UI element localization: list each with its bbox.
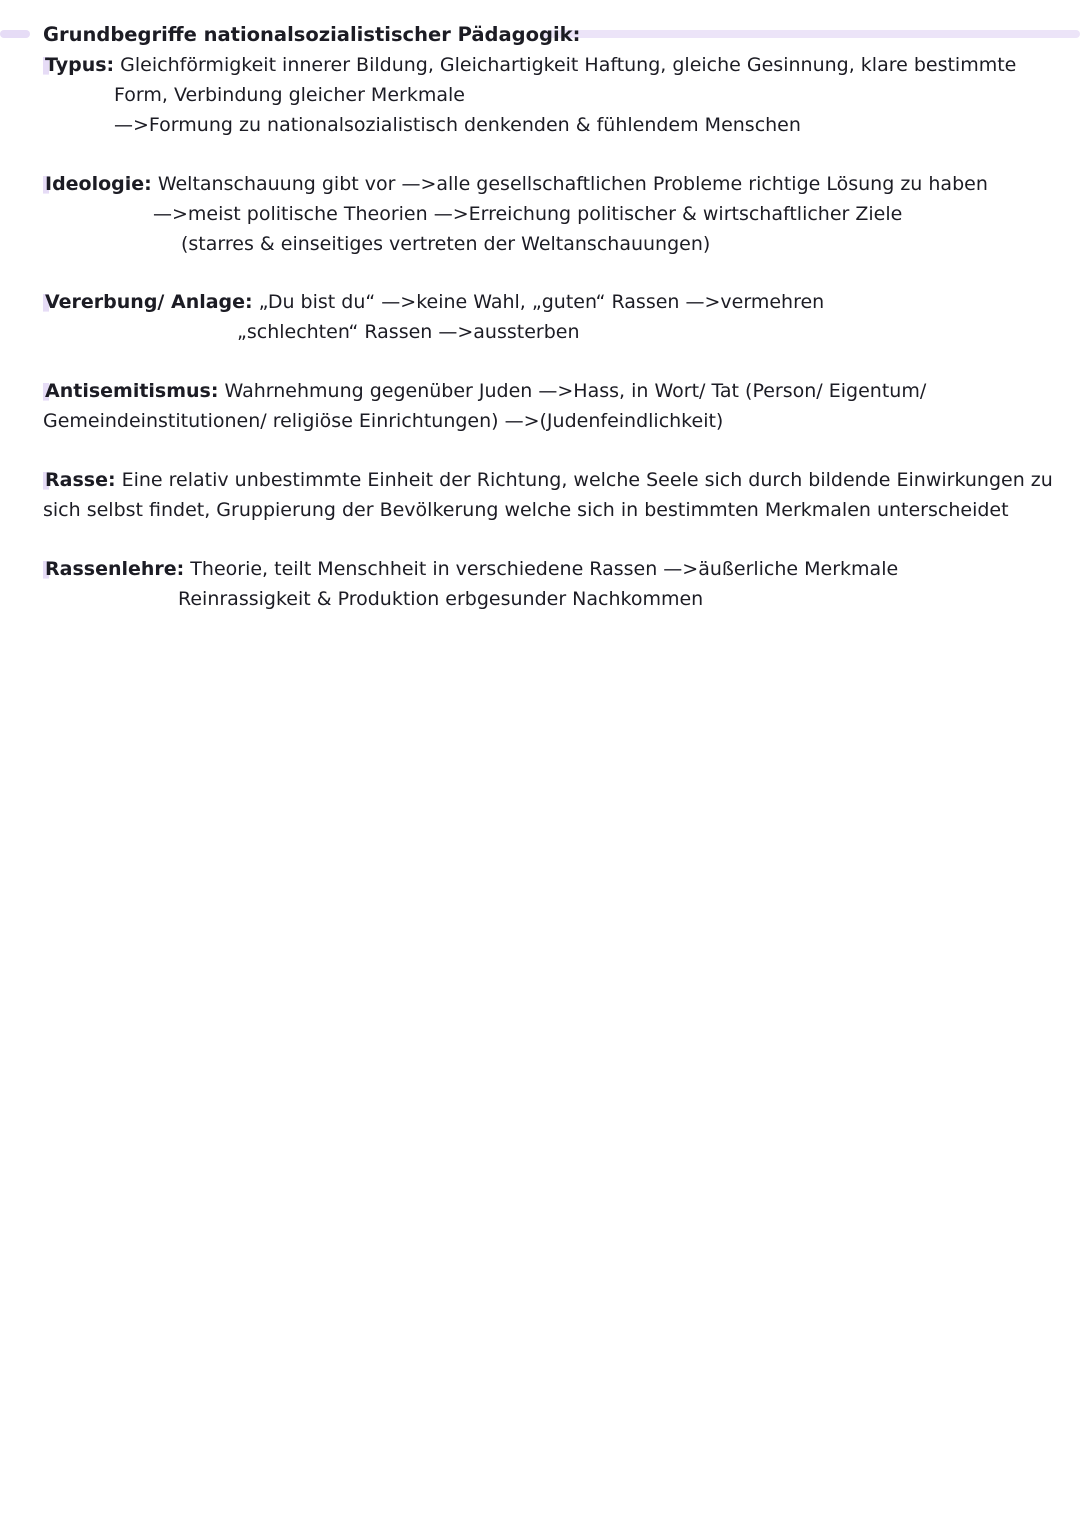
vererbung-line-2: „schlechten“ Rassen —>aussterben xyxy=(237,321,580,343)
highlight-stroke-right xyxy=(540,30,1080,38)
vererbung-line-1: „Du bist du“ —>keine Wahl, „guten“ Rassen —>vermehren xyxy=(252,291,825,313)
antisemitismus-term: Antisemitismus: xyxy=(45,380,219,402)
typus-line-1: Gleichförmigkeit innerer Bildung, Gleichartigkeit Haftung, gleiche Gesinnung, klare bestimmte xyxy=(114,54,1017,76)
typus-line-2: Form, Verbindung gleicher Merkmale xyxy=(114,84,465,106)
typus-line-3: —>Formung zu nationalsozialistisch denkenden & fühlendem Menschen xyxy=(114,114,801,136)
rassenlehre-term: Rassenlehre: xyxy=(45,558,185,580)
rasse-term: Rasse: xyxy=(45,469,116,491)
ideologie-line-1: Weltanschauung gibt vor —>alle gesellschaftlichen Probleme richtige Lösung zu haben xyxy=(151,173,988,195)
rassenlehre-entry xyxy=(43,557,898,581)
typus-term: Typus: xyxy=(45,54,115,76)
highlight-stroke-left xyxy=(0,30,30,38)
ideologie-entry xyxy=(43,172,988,196)
rasse-line-1: Eine relativ unbestimmte Einheit der Richtung, welche Seele sich durch bildende Einwirkungen zu xyxy=(115,469,1053,491)
ideologie-line-3: (starres & einseitiges vertreten der Weltanschauungen) xyxy=(181,233,711,255)
rasse-entry xyxy=(43,468,1053,492)
rassenlehre-line-2: Reinrassigkeit & Produktion erbgesunder Nachkommen xyxy=(178,588,704,610)
ideologie-line-2: —>meist politische Theorien —>Erreichung politischer & wirtschaftlicher Ziele xyxy=(153,203,903,225)
vererbung-term: Vererbung/ Anlage: xyxy=(45,291,253,313)
antisemitismus-line-1: Wahrnehmung gegenüber Juden —>Hass, in Wort/ Tat (Person/ Eigentum/ xyxy=(218,380,927,402)
vererbung-entry xyxy=(43,290,824,314)
typus-entry xyxy=(43,53,1016,77)
antisemitismus-line-2: Gemeindeinstitutionen/ religiöse Einrichtungen) —>(Judenfeindlichkeit) xyxy=(43,410,724,432)
rassenlehre-line-1: Theorie, teilt Menschheit in verschiedene Rassen —>äußerliche Merkmale xyxy=(184,558,899,580)
rasse-line-2: sich selbst findet, Gruppierung der Bevölkerung welche sich in bestimmten Merkmalen unterscheidet xyxy=(43,499,1009,521)
antisemitismus-entry xyxy=(43,379,926,403)
page-title: Grundbegriffe nationalsozialistischer Pädagogik: xyxy=(43,23,581,46)
ideologie-term: Ideologie: xyxy=(45,173,152,195)
